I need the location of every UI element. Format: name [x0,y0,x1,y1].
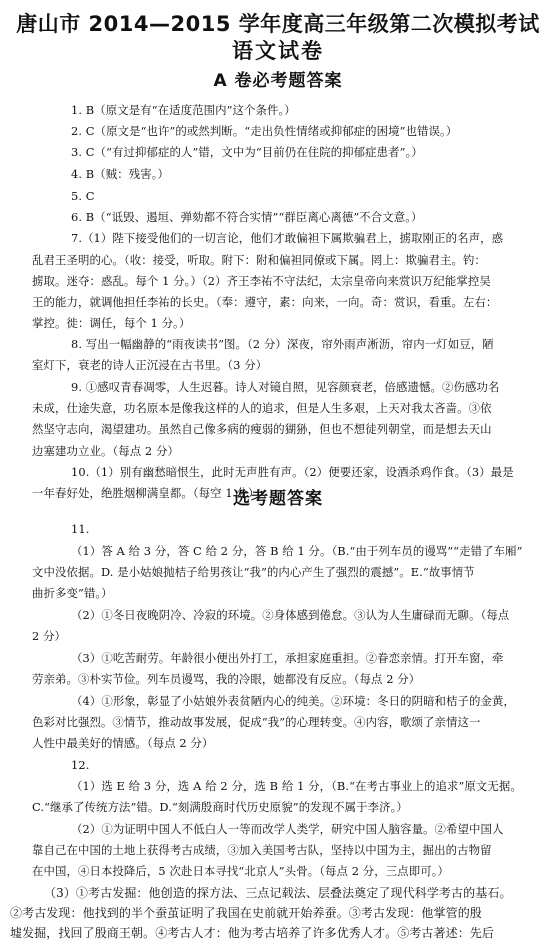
answer-line: 1. B（原文是有“在适度范围内”这个条件。） [71,103,296,117]
answer-line: （1）选 E 给 3 分，选 A 给 2 分，选 B 给 1 分，（B.“在考古事业上的追求”原文无据。 [71,779,522,793]
answer-line: 人性中最美好的情感。（每点 2 分） [32,736,214,750]
answer-line: 王的能力，就调他担任李祐的长史。（奉：遵守，素：向来，一向。奇：赏识，看重。左右： [32,295,498,309]
answer-line: 文中没依据。D. 是小姑娘抛桔子给男孩让“我”的内心产生了强烈的震撼”。E.“故事情节 [32,565,475,579]
answer-line: 在中国，④日本投降后，5 次赴日本寻找“北京人”头骨。（每点 2 分，三点即可。） [32,864,449,878]
answer-line: 5. C [71,189,95,203]
answer-line: 未成，仕途失意，功名原本是像我这样的人的追求，但是人生多艰，上天对我太吝啬。③依 [32,401,492,415]
answer-line: 靠自己在中国的土地上获得考古成绩，③加入美国考古队，坚持以中国为主，掘出的古物留 [32,843,492,857]
answer-line: 掌控。徙：调任，每个 1 分。） [32,316,191,330]
answer-line: （4）①形象，彰显了小姑娘外表贫陋内心的纯美。②环境：冬日的阴暗和桔子的金黄， [71,694,515,708]
answer-line: （2）①为证明中国人不低白人一等而改学人类学，研究中国人脑容量。②希望中国人 [71,822,504,836]
answer-line: 劳亲弟。③朴实节俭。列车员谩骂，我的冷眼，她都没有反应。（每点 2 分） [32,672,421,686]
answer-line: 一年春好处，绝胜烟柳满皇都。（每空 1 分） [32,486,260,500]
answer-line: （3）①吃苦耐劳。年龄很小便出外打工，承担家庭重担。②眷恋亲情。打开车窗，牵 [71,651,504,665]
paper-subtitle: 语文试卷 [232,39,324,63]
answer-line: 色彩对比强烈。③情节，推动故事发展，促成“我”的心理转变。④内容，歌颂了亲情这一 [32,715,481,729]
answer-line: 9. ①感叹青春凋零，人生迟暮。诗人对镜自照，见容颜衰老，倍感遗憾。②伤感功名 [71,380,500,394]
answer-line: 6. B（“诋毁、遏垣、弹劾都不符合实情”“群臣离心离德”不合文意。） [71,210,423,224]
answer-line: 曲折多变”错。） [32,586,113,600]
answer-line: 2. C（原文是“也许”的或然判断。“走出负性情绪或抑郁症的困境”也错误。） [71,124,458,138]
answer-line: （3）①考古发掘：他创造的探方法、三点记载法、层叠法奠定了现代科学考古的基石。 [44,886,512,900]
answer-line: 7.（1）陛下接受他们的一切言论，他们才敢偏袒下属欺骗君上，掳取刚正的名声，惑 [71,231,504,245]
answer-line: 10.（1）别有幽愁暗恨生，此时无声胜有声。（2）便要还家，设酒杀鸡作食。（3）最是 [71,465,514,479]
answer-line: 2 分） [32,629,67,643]
answer-line: 掳取。迷夺：惑乱。每个 1 分。）（2）齐王李祐不守法纪，太宗皇帝向来赏识万纪能掌控吴 [32,274,491,288]
answer-line: （1）答 A 给 3 分，答 C 给 2 分，答 B 给 1 分。（B.“由于列车员的谩骂”“走错了车厢” [71,544,523,558]
section-a-heading: A 卷必考题答案 [213,71,343,91]
answer-line: （2）①冬日夜晚阴冷、冷寂的环境。②身体感到倦怠。③认为人生庸碌而无聊。（每点 [71,608,510,622]
answer-line: ②考古发现：他找到的半个蚕茧证明了我国在史前就开始养蚕。③考古发现：他掌管的殷 [10,906,482,920]
answer-line: 边塞建功立业。（每点 2 分） [32,444,179,458]
answer-line: 8. 写出一幅幽静的“雨夜读书”图。（2 分）深夜，帘外雨声淅沥，帘内一灯如豆，陋 [71,337,494,351]
answer-line: 4. B（贼：残害。） [71,167,169,181]
answer-line: 墟发掘，找回了殷商王朝。④考古人才：他为考古培养了许多优秀人才。⑤考古著述：先后 [10,926,495,940]
answer-line: 12. [71,758,90,772]
answer-line: C.“继承了传统方法”错。D.“刻满殷商时代历史原貌”的发现不属于李济。） [32,800,408,814]
exam-title: 唐山市 2014—2015 学年度高三年级第二次模拟考试 [16,12,540,36]
answer-line: 室灯下，衰老的诗人正沉浸在古书里。（3 分） [32,358,268,372]
answer-line: 乱君王圣明的心。（收：接受，听取。附下：附和偏袒同僚或下属。罔上：欺骗君主。钓： [32,253,486,267]
answer-line: 11. [71,522,90,536]
answer-line: 3. C（“有过抑郁症的人”错，文中为“目前仍在住院的抑郁症患者”。） [71,145,423,159]
section-b-heading: 选考题答案 [233,489,323,509]
answer-line: 然坚守志向，渴望建功。虽然自己像多病的瘦弱的猢狲，但也不想徒列朝堂，而是想去天山 [32,422,492,436]
